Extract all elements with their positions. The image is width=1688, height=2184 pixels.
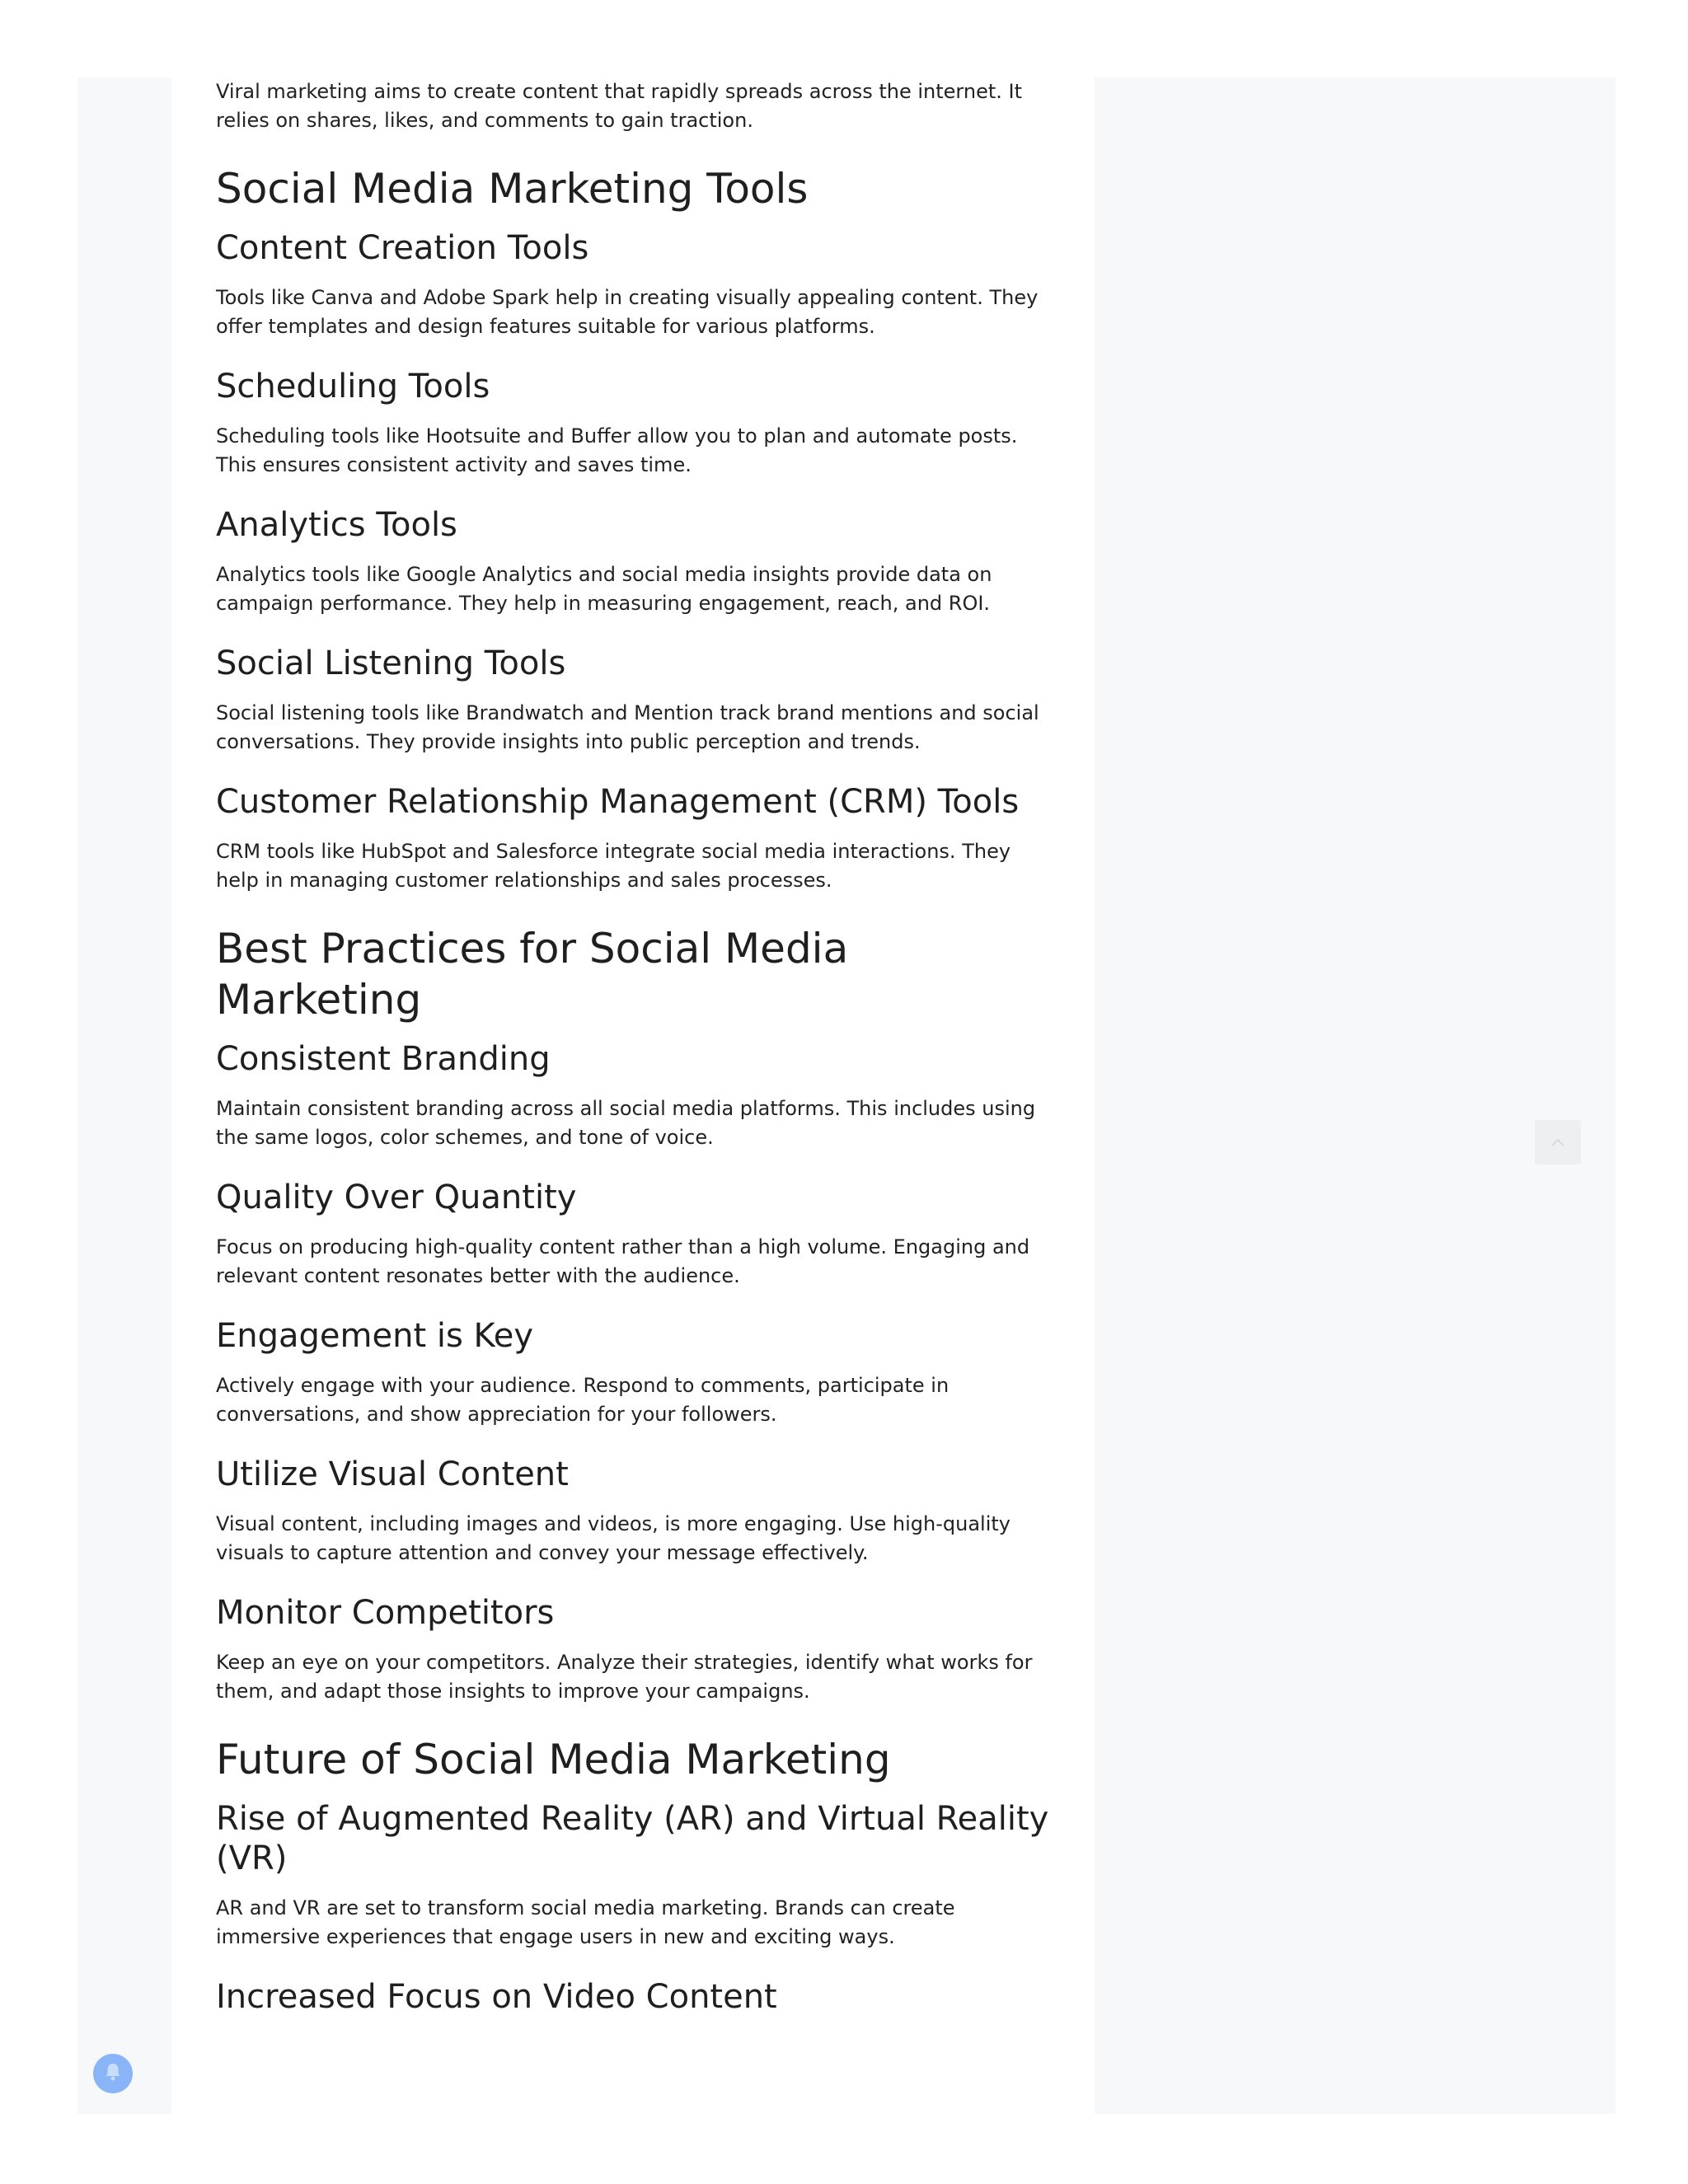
article-body [216, 77, 1057, 2017]
paragraph-consistent-branding: Maintain consistent branding across all social media platforms. This includes using the same logos, color schemes, and tone of voice. [216, 1097, 1036, 1149]
subheading-analytics-tools: Analytics Tools [216, 506, 457, 544]
subheading-utilize-visual-content: Utilize Visual Content [216, 1455, 569, 1493]
subheading-monitor-competitors: Monitor Competitors [216, 1594, 555, 1632]
paragraph-content-creation-tools: Tools like Canva and Adobe Spark help in creating visually appealing content. They offer templates and design features suitable for various platforms. [216, 286, 1039, 338]
sidebar-column [1095, 77, 1615, 2114]
paragraph-scheduling-tools: Scheduling tools like Hootsuite and Buffer allow you to plan and automate posts. This ensures consistent activity and saves time. [216, 424, 1018, 476]
paragraph-analytics-tools: Analytics tools like Google Analytics and social media insights provide data on campaign performance. They help in measuring engagement, reach, and ROI. [216, 563, 992, 615]
chevron-up-icon [1550, 1137, 1565, 1147]
back-to-top-button[interactable] [1535, 1120, 1581, 1165]
paragraph-quality-over-quantity: Focus on producing high-quality content rather than a high volume. Engaging and relevant content resonates better with the audience. [216, 1235, 1030, 1287]
subheading-consistent-branding: Consistent Branding [216, 1040, 551, 1078]
paragraph-engagement-is-key: Actively engage with your audience. Respond to comments, participate in conversations, and show appreciation for your followers. [216, 1374, 950, 1426]
subheading-social-listening-tools: Social Listening Tools [216, 644, 566, 682]
paragraph-social-listening-tools: Social listening tools like Brandwatch and Mention track brand mentions and social conversations. They provide insights into public perception and trends. [216, 701, 1039, 753]
subheading-ar-vr: Rise of Augmented Reality (AR) and Virtual Reality (VR) [216, 1800, 1049, 1877]
paragraph-ar-vr: AR and VR are set to transform social media marketing. Brands can create immersive experiences that engage users in new and exciting ways. [216, 1896, 955, 1948]
paragraph-utilize-visual-content: Visual content, including images and videos, is more engaging. Use high-quality visuals to capture attention and convey your message effectively. [216, 1512, 1011, 1564]
intro-paragraph: Viral marketing aims to create content that rapidly spreads across the internet. It relies on shares, likes, and comments to gain traction. [216, 80, 1022, 132]
section-heading-best-practices: Best Practices for Social Media Marketing [216, 925, 849, 1024]
section-heading-future: Future of Social Media Marketing [216, 1736, 891, 1783]
subheading-engagement-is-key: Engagement is Key [216, 1317, 534, 1355]
bell-icon [104, 2062, 122, 2085]
subheading-scheduling-tools: Scheduling Tools [216, 368, 490, 405]
subheading-content-creation-tools: Content Creation Tools [216, 229, 589, 267]
subheading-quality-over-quantity: Quality Over Quantity [216, 1179, 577, 1216]
notification-bell-button[interactable] [93, 2054, 133, 2093]
section-heading-tools: Social Media Marketing Tools [216, 165, 809, 213]
paragraph-monitor-competitors: Keep an eye on your competitors. Analyze their strategies, identify what works for them, and adapt those insights to improve your campaigns. [216, 1651, 1033, 1703]
subheading-crm-tools: Customer Relationship Management (CRM) Tools [216, 783, 1020, 821]
subheading-video-content: Increased Focus on Video Content [216, 1978, 777, 2016]
paragraph-crm-tools: CRM tools like HubSpot and Salesforce integrate social media interactions. They help in managing customer relationships and sales processes. [216, 840, 1011, 892]
